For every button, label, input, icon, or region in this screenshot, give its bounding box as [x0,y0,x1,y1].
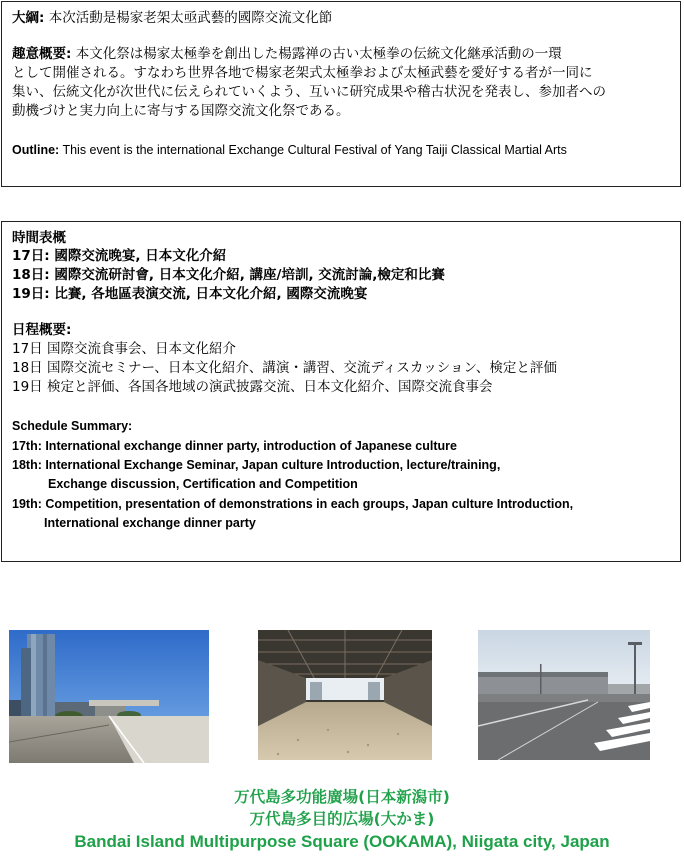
zh-17-label: 17日: [12,248,50,264]
purpose-text-1: 本文化祭は楊家太極拳を創出した楊露禅の古い太極拳の伝統文化継承活動の一環 [71,46,562,62]
zh-19-text: 比賽, 各地區表演交流, 日本文化介紹, 國際交流晚宴 [49,286,368,302]
venue-photo-interior-image [258,630,432,760]
en-schedule-19b: International exchange dinner party [44,516,256,530]
jp-schedule-19: 19日 検定と評価、各国各地域の演武披露交流、日本文化紹介、国際交流食事会 [12,379,493,395]
purpose-line-1 [12,48,562,62]
venue-photo-exterior-image [9,630,209,763]
en-schedule-heading: Schedule Summary: [12,419,133,433]
jp-schedule-18: 18日 国際交流セミナー、日本文化紹介、講演・講習、交流ディスカッション、検定と評価 [12,360,557,376]
zh-schedule-18 [12,269,445,283]
purpose-line-4: 動機づけと実力向上に寄与する国際交流文化祭である。 [12,103,350,119]
en-schedule-18b: Exchange discussion, Certification and Competition [48,477,358,491]
zh-schedule-19 [12,288,367,302]
venue-photo-parking [478,630,650,760]
outline-box [1,1,681,187]
venue-photo-exterior [9,630,209,763]
title-label: 大綱: [12,10,45,26]
purpose-line-3: 集い、伝統文化が次世代に伝えられていくよう、互いに研究成果や稽古状況を発表し、参加者への [12,84,606,100]
en-schedule-18a: 18th: International Exchange Seminar, Japan culture Introduction, lecture/training, [12,458,501,472]
purpose-label: 趣意概要: [12,46,72,62]
zh-18-label: 18日: [12,267,50,283]
outline-text: This event is the international Exchange Cultural Festival of Yang Taiji Classical Martial Arts [59,143,567,157]
purpose-line-2: として開催される。すなわち世界各地で楊家老架式太極拳および太極武藝を愛好する者が一同に [12,65,593,81]
title-line [12,12,332,26]
zh-18-text: 國際交流研討會, 日本文化介紹, 講座/培訓, 交流討論,檢定和比賽 [49,267,445,283]
zh-17-text: 國際交流晚宴, 日本文化介紹 [49,248,227,264]
outline-label: Outline: [12,143,60,157]
schedule-box [1,221,681,562]
zh-19-label: 19日: [12,286,50,302]
zh-schedule-heading: 時間表概 [12,230,66,246]
jp-schedule-17: 17日 国際交流食事会、日本文化紹介 [12,341,236,357]
jp-schedule-heading: 日程概要: [12,322,72,338]
en-schedule-19a: 19th: Competition, presentation of demonstrations in each groups, Japan culture Introduction, [12,497,574,511]
venue-caption-zh: 万代島多功能廣場(日本新潟市) [234,788,450,806]
zh-schedule-17 [12,250,226,264]
outline-line [12,144,567,157]
venue-caption-jp: 万代島多目的広場(大かま) [249,810,435,828]
en-schedule-17: 17th: International exchange dinner party, introduction of Japanese culture [12,439,457,453]
venue-photo-parking-image [478,630,650,760]
venue-caption-en: Bandai Island Multipurpose Square (OOKAMA), Niigata city, Japan [74,832,610,851]
title-text: 本次活動是楊家老架太亟武藝的國際交流文化節 [44,10,333,26]
venue-photo-interior [258,630,432,760]
